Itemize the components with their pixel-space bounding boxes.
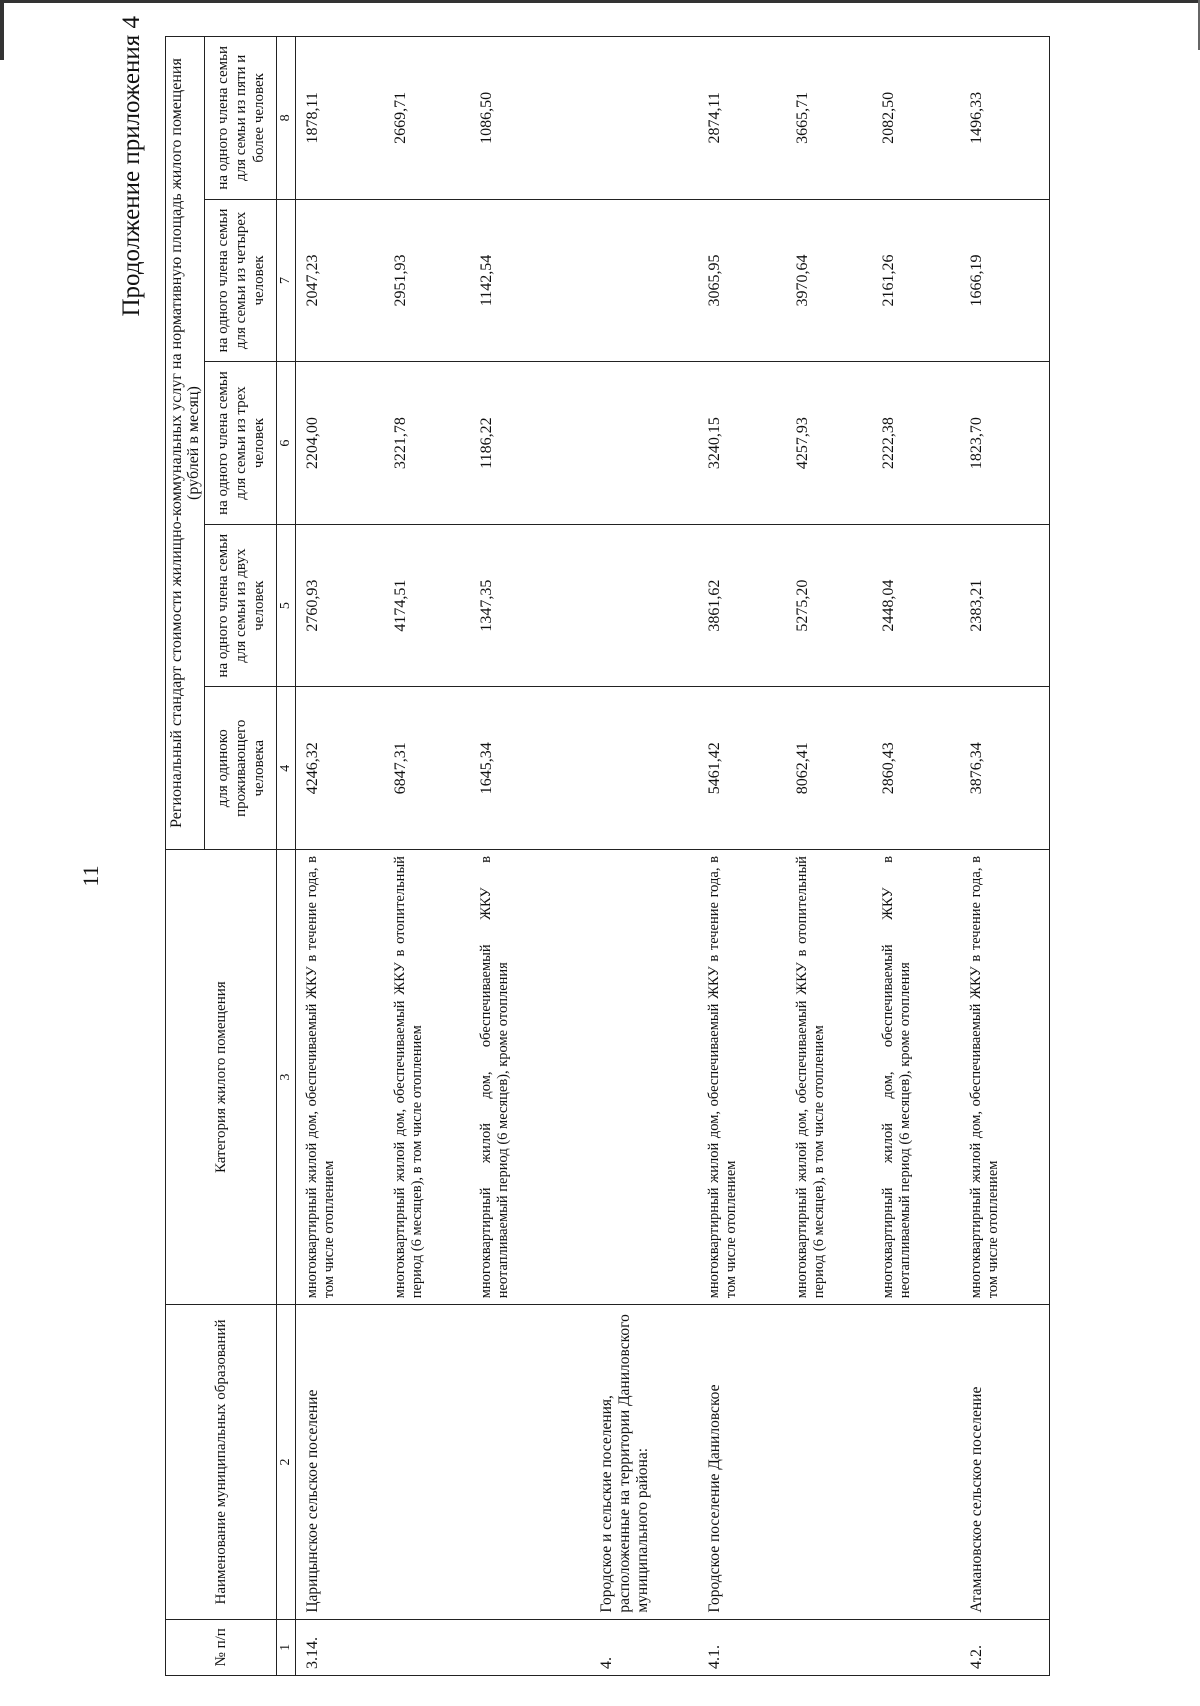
housing-category: многоквартирный жилой дом, обеспечиваемый ЖКУ в отопительный период (6 месяцев), в том числе отоплением bbox=[786, 850, 872, 1305]
value-five: 2669,71 bbox=[384, 37, 470, 200]
value-four: 1142,54 bbox=[470, 199, 590, 362]
municipality-name bbox=[786, 1305, 872, 1619]
value-four: 2951,93 bbox=[384, 199, 470, 362]
table-row bbox=[470, 37, 590, 1676]
value-single: 4246,32 bbox=[296, 687, 384, 850]
page-number: 11 bbox=[78, 865, 103, 887]
value-three: 2222,38 bbox=[872, 362, 960, 525]
value-single: 2860,43 bbox=[872, 687, 960, 850]
value-three: 2204,00 bbox=[296, 362, 384, 525]
value-three: 4257,93 bbox=[786, 362, 872, 525]
value-single: 8062,41 bbox=[786, 687, 872, 850]
table-row bbox=[872, 37, 960, 1676]
value-single: 1645,34 bbox=[470, 687, 590, 850]
municipality-name: Царицынское сельское поселение bbox=[296, 1305, 384, 1619]
table-row bbox=[590, 37, 698, 1676]
row-number: 4.1. bbox=[698, 1619, 786, 1675]
table-row bbox=[786, 37, 872, 1676]
value-two: 3861,62 bbox=[698, 524, 786, 687]
value-three: 1186,22 bbox=[470, 362, 590, 525]
value-four: 1666,19 bbox=[960, 199, 1050, 362]
col-number: 8 bbox=[277, 37, 296, 200]
col-number: 3 bbox=[277, 850, 296, 1305]
header-name: Наименование муниципальных образований bbox=[166, 1305, 277, 1619]
value-two: 1347,35 bbox=[470, 524, 590, 687]
value-two: 2383,21 bbox=[960, 524, 1050, 687]
table-row bbox=[698, 37, 786, 1676]
value-single: 5461,42 bbox=[698, 687, 786, 850]
value-four: 2161,26 bbox=[872, 199, 960, 362]
housing-category: многоквартирный жилой дом, обеспечиваемый ЖКУ в неотапливаемый период (6 месяцев), кроме отопления bbox=[872, 850, 960, 1305]
table-row bbox=[960, 37, 1050, 1676]
value-three: 3240,15 bbox=[698, 362, 786, 525]
header-category: Категория жилого помещения bbox=[166, 850, 277, 1305]
value-five: 2082,50 bbox=[872, 37, 960, 200]
value-four bbox=[590, 199, 698, 362]
housing-category: многоквартирный жилой дом, обеспечиваемый ЖКУ в течение года, в том числе отоплением bbox=[698, 850, 786, 1305]
col-number: 4 bbox=[277, 687, 296, 850]
data-table bbox=[165, 36, 1050, 1676]
housing-category bbox=[590, 850, 698, 1305]
value-five: 1496,33 bbox=[960, 37, 1050, 200]
header-four: на одного члена семьи для семьи из четырех человек bbox=[205, 199, 277, 362]
value-two: 2760,93 bbox=[296, 524, 384, 687]
municipality-name: Городское и сельские поселения, расположенные на территории Даниловского муниципального района: bbox=[590, 1305, 698, 1619]
housing-category: многоквартирный жилой дом, обеспечиваемый ЖКУ в неотапливаемый период (6 месяцев), кроме отопления bbox=[470, 850, 590, 1305]
row-number bbox=[872, 1619, 960, 1675]
value-four: 3970,64 bbox=[786, 199, 872, 362]
municipality-name: Городское поселение Даниловское bbox=[698, 1305, 786, 1619]
value-four: 2047,23 bbox=[296, 199, 384, 362]
table-row bbox=[384, 37, 470, 1676]
header-five: на одного члена семьи для семьи из пяти и более человек bbox=[205, 37, 277, 200]
value-three bbox=[590, 362, 698, 525]
value-five bbox=[590, 37, 698, 200]
table-row bbox=[296, 37, 384, 1676]
value-three: 1823,70 bbox=[960, 362, 1050, 525]
table-body bbox=[296, 37, 1050, 1676]
municipality-name bbox=[384, 1305, 470, 1619]
value-five: 1878,11 bbox=[296, 37, 384, 200]
housing-category: многоквартирный жилой дом, обеспечиваемый ЖКУ в течение года, в том числе отоплением bbox=[960, 850, 1050, 1305]
value-two: 4174,51 bbox=[384, 524, 470, 687]
row-number: 4.2. bbox=[960, 1619, 1050, 1675]
header-two: на одного члена семьи для семьи из двух человек bbox=[205, 524, 277, 687]
col-number: 7 bbox=[277, 199, 296, 362]
col-number: 5 bbox=[277, 524, 296, 687]
value-five: 3665,71 bbox=[786, 37, 872, 200]
header-single: для одиноко проживающего человека bbox=[205, 687, 277, 850]
value-single bbox=[590, 687, 698, 850]
header-num: № п/п bbox=[166, 1619, 277, 1675]
municipality-name bbox=[470, 1305, 590, 1619]
value-three: 3221,78 bbox=[384, 362, 470, 525]
continuation-title: Продолжение приложения 4 bbox=[118, 16, 145, 317]
col-number: 1 bbox=[277, 1619, 296, 1675]
value-five: 1086,50 bbox=[470, 37, 590, 200]
value-single: 3876,34 bbox=[960, 687, 1050, 850]
housing-category: многоквартирный жилой дом, обеспечиваемый ЖКУ в отопительный период (6 месяцев), в том числе отоплением bbox=[384, 850, 470, 1305]
value-four: 3065,95 bbox=[698, 199, 786, 362]
value-two: 5275,20 bbox=[786, 524, 872, 687]
value-five: 2874,11 bbox=[698, 37, 786, 200]
municipality-name: Атамановское сельское поселение bbox=[960, 1305, 1050, 1619]
municipality-name bbox=[872, 1305, 960, 1619]
header-group-standard: Региональный стандарт стоимости жилищно-коммунальных услуг на нормативную площадь жилого помещения (рублей в месяц) bbox=[166, 37, 205, 850]
value-single: 6847,31 bbox=[384, 687, 470, 850]
row-number bbox=[470, 1619, 590, 1675]
row-number: 4. bbox=[590, 1619, 698, 1675]
col-number: 2 bbox=[277, 1305, 296, 1619]
housing-category: многоквартирный жилой дом, обеспечиваемый ЖКУ в течение года, в том числе отоплением bbox=[296, 850, 384, 1305]
row-number bbox=[786, 1619, 872, 1675]
header-three: на одного члена семьи для семьи из трех человек bbox=[205, 362, 277, 525]
col-number: 6 bbox=[277, 362, 296, 525]
row-number bbox=[384, 1619, 470, 1675]
value-two bbox=[590, 524, 698, 687]
row-number: 3.14. bbox=[296, 1619, 384, 1675]
value-two: 2448,04 bbox=[872, 524, 960, 687]
